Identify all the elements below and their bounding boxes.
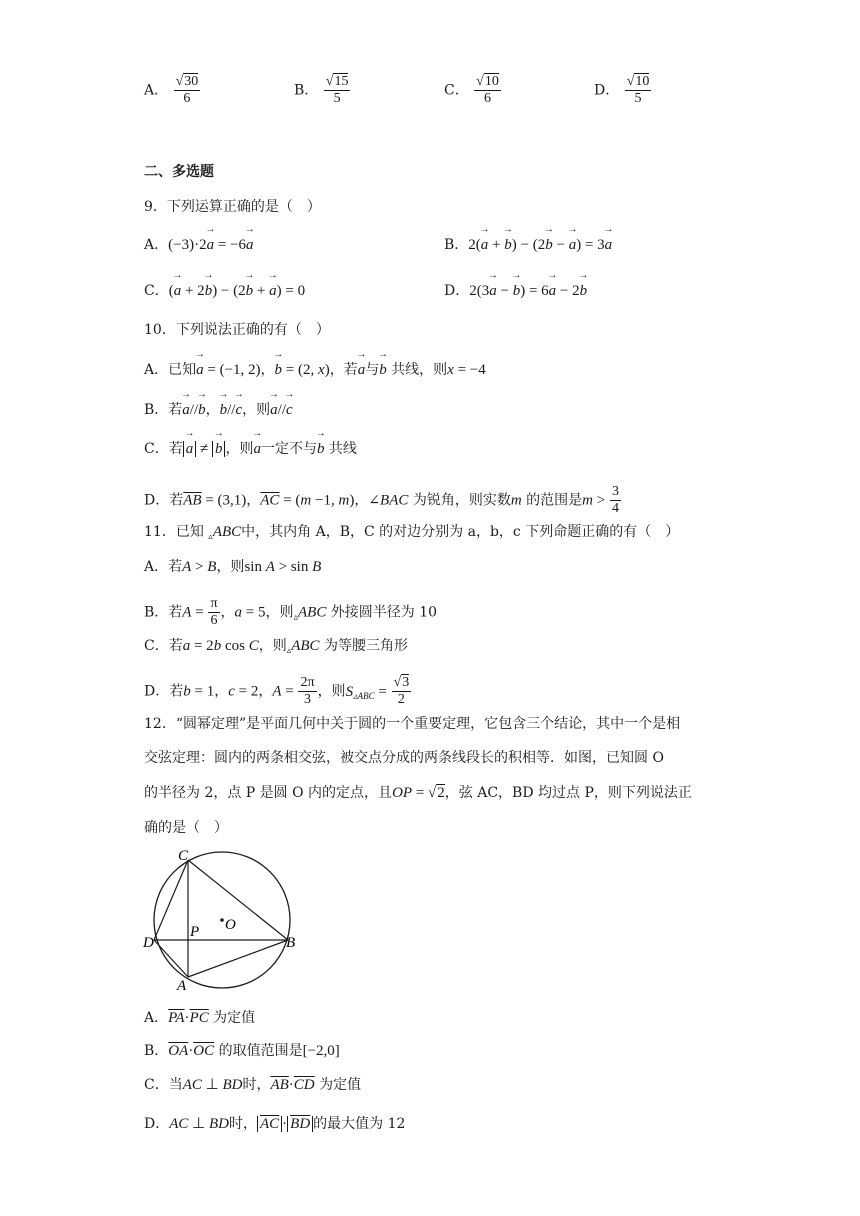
segment-cd: [154, 860, 188, 940]
q11-option-d: D．若b = 1，c = 2，A = $\frac{2\pi}{3}$ ，则$S_{▵ABC}$ = $\frac{√3}{2}$: [144, 675, 410, 707]
label-p: P: [190, 924, 200, 940]
q12-line-4: 确的是（ ）: [144, 820, 228, 836]
section-title: 二、多选题: [144, 164, 214, 180]
q12-option-c: C．当AC ⊥ BD时，$\overline{AB}\cdot\overline{CD}$ 为定值: [144, 1077, 362, 1093]
label-c: C: [178, 848, 189, 864]
q11-option-c: C．若a = 2b cos C，则$_▵$ABC 为等腰三角形: [144, 638, 409, 656]
circle-figure: [140, 845, 310, 995]
q9-stem: 9．下列运算正确的是（ ）: [144, 199, 321, 215]
q8-option-b: B． $\frac{√15}{5}$: [294, 74, 349, 106]
q9-option-b: B．2(→ a + → b) − (2→ b − → a) = 3→ a: [444, 235, 612, 255]
q12-option-b: B．$\overline{OA}\cdot\overline{OC}$ 的取值范围是[−2,0]: [144, 1043, 340, 1059]
segment-ab: [188, 940, 288, 977]
q11-stem: 11．已知 $_▵$ABC中，其内角 A，B，C 的对边分别为 a，b，c 下列命题正确的有（ ）: [144, 524, 680, 542]
q10-option-c: C．若 → a ≠ → b ，则→ a一定不与→ b 共线: [144, 439, 357, 459]
q10-option-a: A．已知→ a = (−1, 2)，→ b = (2, x)，若→ a与→ b 共线，则x = −4: [144, 360, 486, 380]
q10-option-b: B．若→ a//→ b，→ b//→ c，则→ a//→ c: [144, 400, 293, 420]
label-a: A: [177, 978, 187, 994]
q8-option-c: C． $\frac{√10}{6}$: [444, 74, 499, 106]
label-o: O: [225, 917, 236, 933]
segment-da: [154, 940, 188, 977]
q9-option-d: D．2(3→ a − → b) = 6→ a − 2→ b: [444, 281, 587, 301]
q11-option-b: B．若A = $\frac{\pi}{6}$ ，a = 5，则$_▵$ABC 外接圆半径为 10: [144, 596, 438, 628]
q10-stem: 10．下列说法正确的有（ ）: [144, 322, 330, 338]
q12-line-2: 交弦定理：圆内的两条相交弦，被交点分成的两条线段长的积相等．如图，已知圆 O: [144, 750, 664, 766]
q9-option-a: A．(−3)·2→ a = −6→ a: [144, 235, 254, 255]
center-point: [220, 918, 224, 922]
label-b: B: [286, 935, 296, 951]
q9-option-c: C．(→ a + 2→ b) − (2→ b + → a) = 0: [144, 281, 305, 301]
label-d: D: [143, 935, 154, 951]
q8-option-d: D． $\frac{√10}{5}$: [594, 74, 650, 106]
q10-option-d: D．若$\overline{AB} = (3,1)$，$\overline{AC} = (m -1$, m)，∠BAC 为锐角，则实数m 的范围是m > $\frac{3}{4}$: [144, 484, 619, 516]
q11-option-a: A．若A > B，则sin A > sin B: [144, 559, 322, 575]
q12-option-a: A．$\overline{PA}\cdot\overline{PC}$ 为定值: [144, 1010, 256, 1026]
q12-line-3: 的半径为 2，点 P 是圆 O 内的定点，且OP = √2，弦 AC，BD 均过点 P，则下列说法正: [144, 785, 692, 801]
q8-option-a: A． $\frac{√30}{6}$: [144, 74, 199, 106]
segment-cb: [188, 860, 288, 940]
q12-option-d: D．AC ⊥ BD时， $\overline{AC} \cdot \overline{BD}$ 的最大值为 12: [144, 1116, 406, 1132]
q12-line-1: 12．“圆幂定理”是平面几何中关于圆的一个重要定理，它包含三个结论，其中一个是相: [144, 716, 681, 732]
